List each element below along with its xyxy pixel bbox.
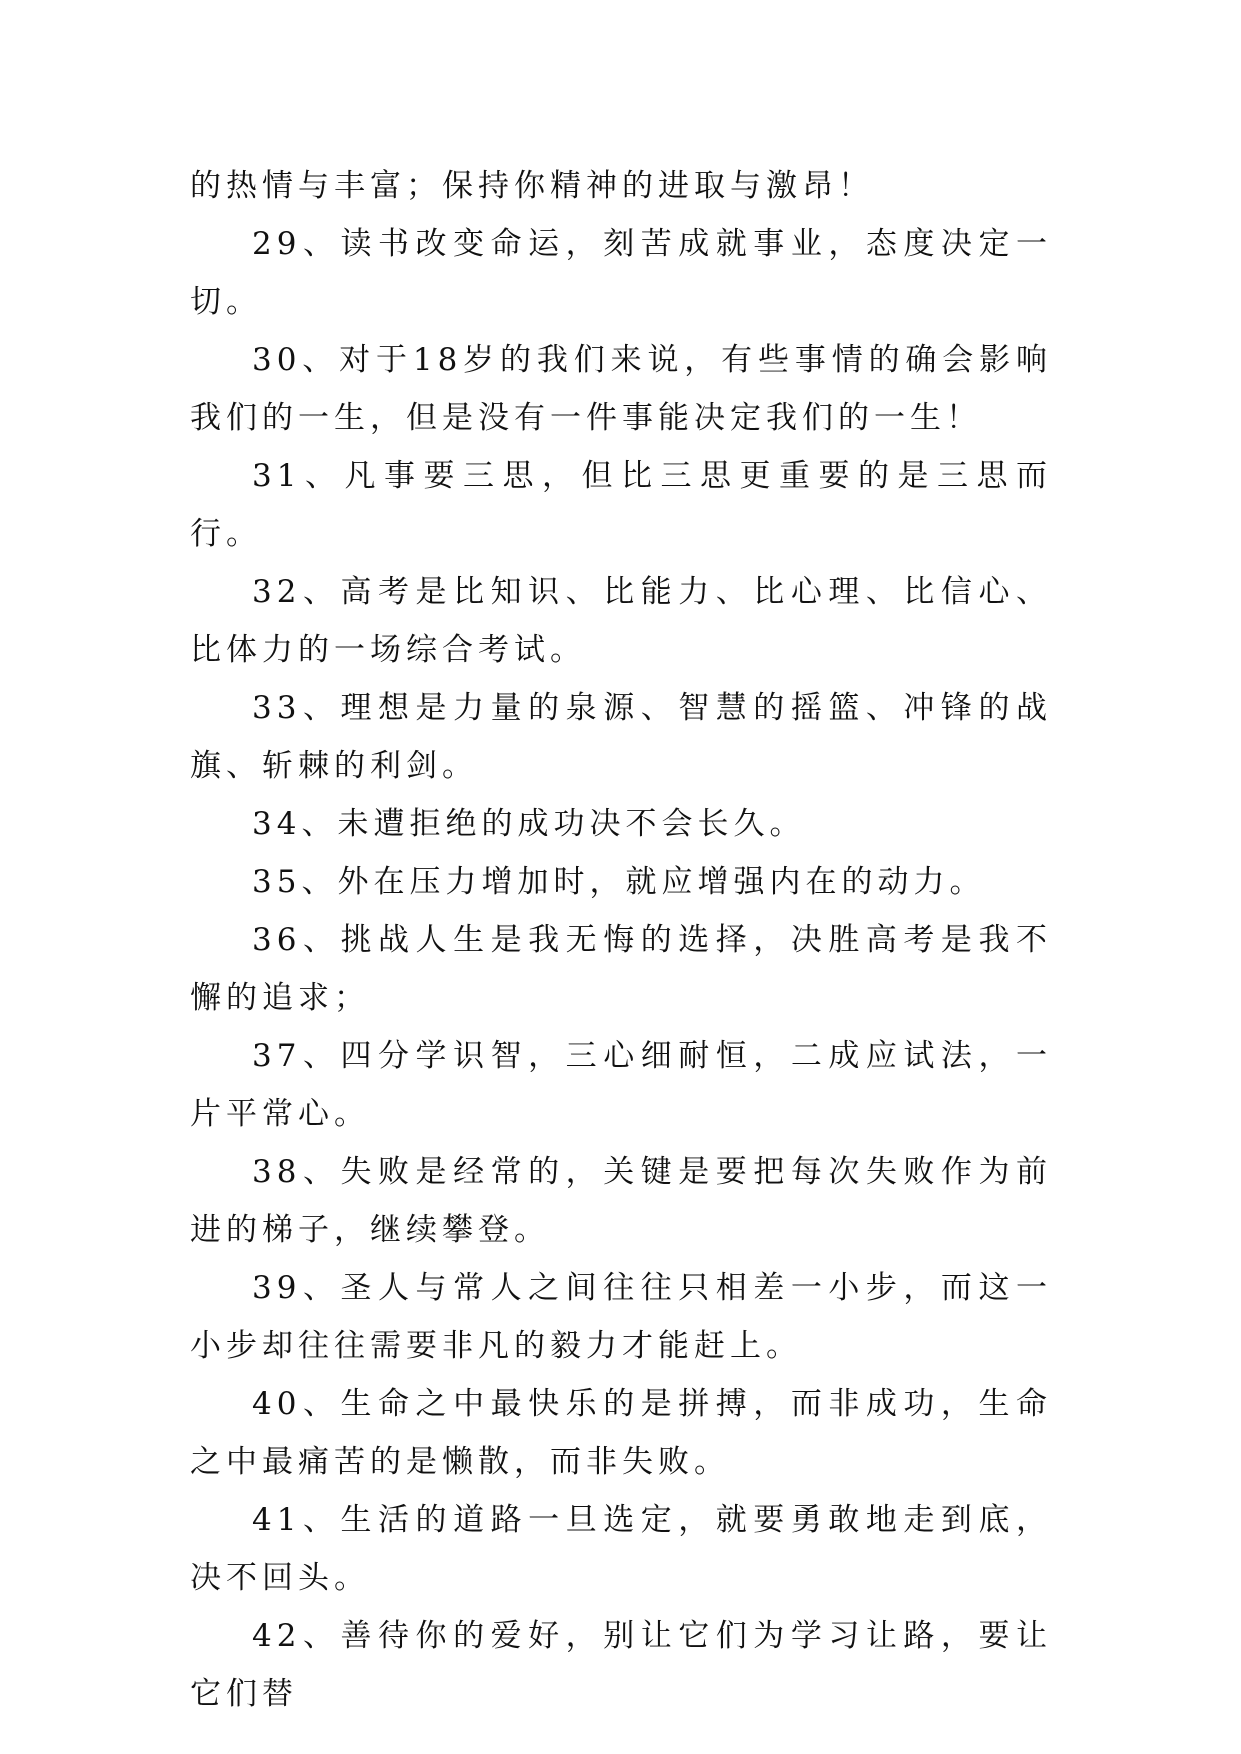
quote-38: 38、失败是经常的，关键是要把每次失败作为前进的梯子，继续攀登。 <box>190 1154 1052 1248</box>
quote-30: 30、对于18岁的我们来说，有些事情的确会影响我们的一生，但是没有一件事能决定我们的一生！ <box>190 342 1052 436</box>
quote-40: 40、生命之中最快乐的是拼搏，而非成功，生命之中最痛苦的是懒散，而非失败。 <box>190 1386 1052 1480</box>
quote-34: 34、未遭拒绝的成功决不会长久。 <box>252 806 806 842</box>
quote-37: 37、四分学识智，三心细耐恒，二成应试法，一片平常心。 <box>190 1038 1052 1132</box>
quote-31: 31、凡事要三思，但比三思更重要的是三思而行。 <box>190 458 1052 552</box>
document-body <box>190 157 1052 1723</box>
quote-35: 35、外在压力增加时，就应增强内在的动力。 <box>252 864 986 900</box>
quote-41: 41、生活的道路一旦选定，就要勇敢地走到底，决不回头。 <box>190 1502 1052 1596</box>
quote-29: 29、读书改变命运，刻苦成就事业，态度决定一切。 <box>190 226 1052 320</box>
quote-36: 36、挑战人生是我无悔的选择，决胜高考是我不懈的追求； <box>190 922 1052 1016</box>
quote-39: 39、圣人与常人之间往往只相差一小步，而这一小步却往往需要非凡的毅力才能赶上。 <box>190 1270 1052 1364</box>
paragraph-continuation: 的热情与丰富；保持你精神的进取与激昂！ <box>190 168 874 204</box>
quote-42: 42、善待你的爱好，别让它们为学习让路，要让它们替 <box>190 1618 1052 1712</box>
quote-32: 32、高考是比知识、比能力、比心理、比信心、比体力的一场综合考试。 <box>190 574 1052 668</box>
quote-33: 33、理想是力量的泉源、智慧的摇篮、冲锋的战旗、斩棘的利剑。 <box>190 690 1052 784</box>
